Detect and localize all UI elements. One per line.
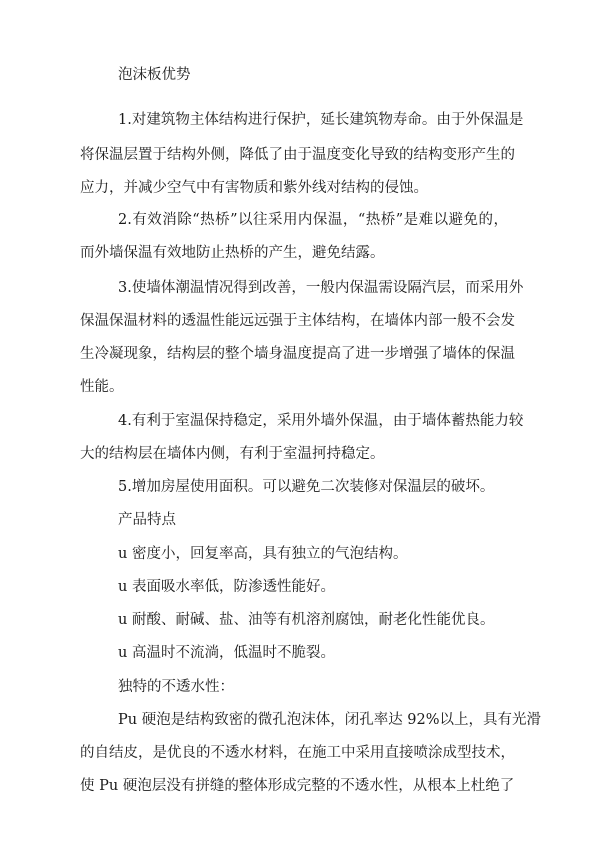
advantage-2-line-1: 2.有效消除“热桥”以往采用内保温，“热桥”是难以避免的， xyxy=(118,212,508,228)
advantage-1-line-1: 1.对建筑物主体结构进行保护，延长建筑物寿命。由于外保温是 xyxy=(118,112,524,128)
heading-advantages: 泡沫板优势 xyxy=(118,67,191,83)
advantage-1-line-2: 将保温层置于结构外侧，降低了由于温度变化导致的结构变形产生的 xyxy=(80,147,515,163)
advantage-3-line-4: 性能。 xyxy=(80,379,124,395)
heading-waterproof: 独特的不透水性： xyxy=(118,679,234,695)
feature-item: u 耐酸、耐碱、盐、油等有机溶剂腐蚀，耐老化性能优良。 xyxy=(118,612,495,628)
feature-item: u 密度小，回复率高，具有独立的气泡结构。 xyxy=(118,546,408,562)
feature-item: u 高温时不流淌，低温时不脆裂。 xyxy=(118,645,335,661)
heading-features: 产品特点 xyxy=(118,512,176,528)
advantage-4-line-1: 4.有利于室温保持稳定，采用外墙外保温，由于墙体蓄热能力较 xyxy=(118,413,524,429)
advantage-3-line-3: 生冷凝现象，结构层的整个墙身温度提高了进一步增强了墙体的保温 xyxy=(80,346,515,362)
waterproof-line-3: 使 Pu 硬泡层没有拼缝的整体形成完整的不透水性，从根本上杜绝了 xyxy=(80,778,515,794)
advantage-3-line-2: 保温保温材料的透温性能远远强于主体结构，在墙体内部一般不会发 xyxy=(80,313,515,329)
advantage-2-line-2: 而外墙保温有效地防止热桥的产生，避免结露。 xyxy=(80,245,385,261)
advantage-5-line-1: 5.增加房屋使用面积。可以避免二次装修对保温层的破坏。 xyxy=(118,479,495,495)
waterproof-line-1: Pu 硬泡是结构致密的微孔泡沫体，闭孔率达 92%以上，具有光滑 xyxy=(118,712,542,728)
advantage-4-line-2: 大的结构层在墙体内侧，有利于室温抲持稳定。 xyxy=(80,446,385,462)
feature-item: u 表面吸水率低，防渗透性能好。 xyxy=(118,579,335,595)
advantage-1-line-3: 应力，并减少空气中有害物质和紫外线对结构的侵蚀。 xyxy=(80,180,428,196)
waterproof-line-2: 的自结皮，是优良的不透水材料，在施工中采用直接喷涂成型技术， xyxy=(80,745,515,761)
advantage-3-line-1: 3.使墙体潮温情况得到改善，一般内保温需设隔汽层，而采用外 xyxy=(118,280,524,296)
